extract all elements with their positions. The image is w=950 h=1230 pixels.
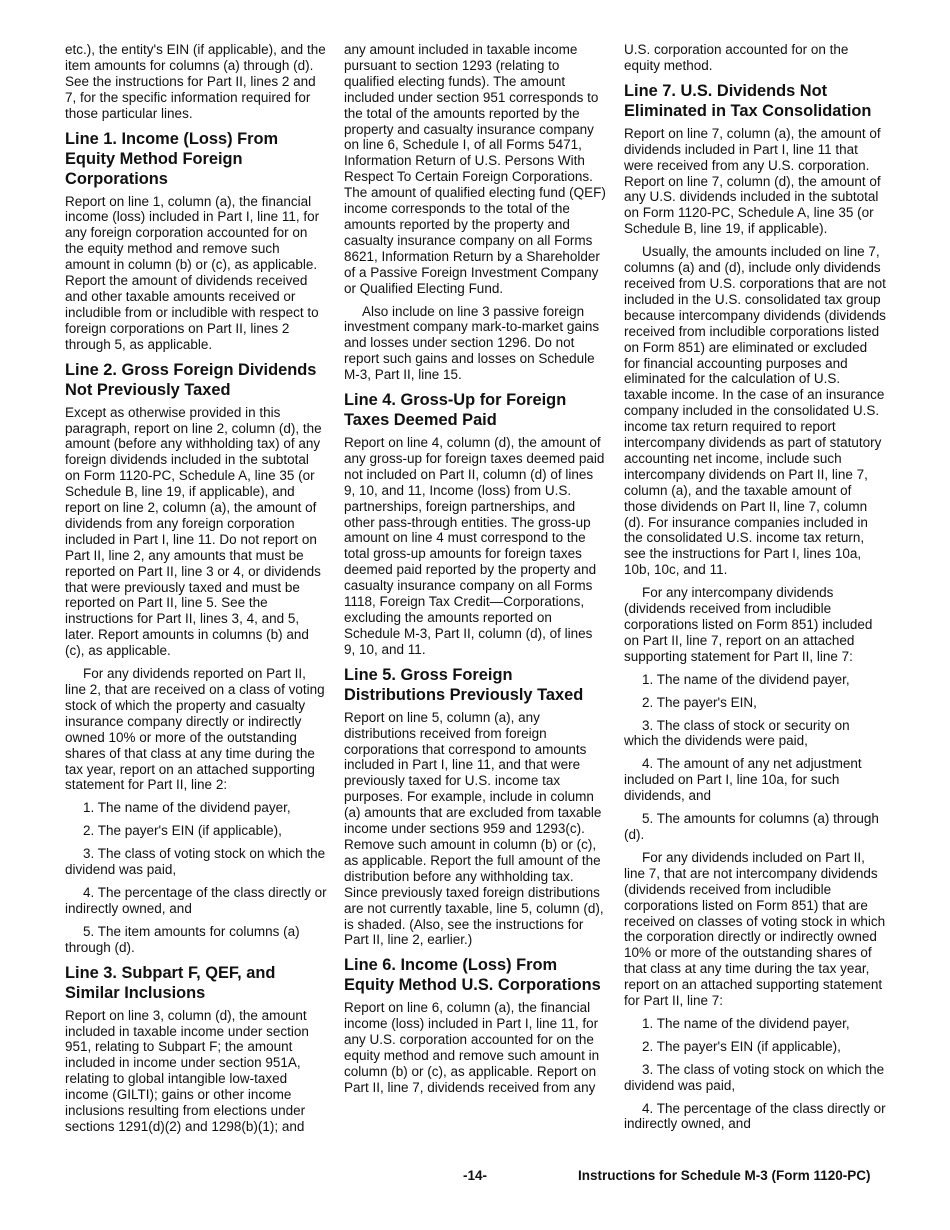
paragraph: Report on line 1, column (a), the financial income (loss) included in Part I, line 11, for any foreign corporation accounted for on the equity method and remove such amount in column (b) or (c), as applicable. Report the amount of dividends received and other taxable amounts received or includible from or includible with respect to foreign corporations on Part II, lines 2 through 5, as applicable. [65,193,320,352]
paragraph: Usually, the amounts included on line 7, columns (a) and (d), include only dividends received from U.S. corporations that are not included in the U.S. consolidated tax group because intercompany dividends (dividends received from includible corporations listed on Form 851) are eliminated or excluded for financial accounting purposes and eliminated for the calculation of U.S. taxable income. In the case of an insurance company included in the consolidated U.S. income tax return required to report intercompany dividends as part of statutory accounting net income, include such intercompany dividends on Part II, line 7, column (a), and the taxable amount of those dividends on Part II, line 7, column (d). For insurance companies included in the consolidated U.S. income tax return, see the instructions for Part I, lines 10a, 10b, 10c, and 11. [624,244,886,578]
heading-line-6: Line 6. Income (Loss) From Equity Method U.S. Corporations [344,956,601,995]
heading-line-4: Line 4. Gross-Up for Foreign Taxes Deemed Paid [344,391,567,430]
list-item: 4. The percentage of the class directly or indirectly owned, and [65,884,327,916]
paragraph: Also include on line 3 passive foreign investment company mark-to-market gains and losses under section 1296. Do not report such gains and losses on Schedule M-3, Part II, line 15. [344,303,600,383]
list-item: 3. The class of stock or security on which the dividends were paid, [624,717,850,749]
list-item: 1. The name of the dividend payer, [642,671,850,687]
list-item: 4. The amount of any net adjustment included on Part I, line 10a, for such dividends, and [624,756,862,804]
column-3 [624,42,886,1139]
list-item: 3. The class of voting stock on which the dividend was paid, [65,846,326,878]
paragraph: Report on line 6, column (a), the financial income (loss) included in Part I, line 11, for any U.S. corporation accounted for on the equity method and remove such amount in column (b) or (c), as applicable. Report on Part II, line 7, dividends received from any [344,1000,600,1095]
paragraph: Report on line 5, column (a), any distributions received from foreign corporations that correspond to amounts included in Part I, line 11, and that were previously taxed for U.S. income tax purposes. For example, include in column (a) amounts that are excluded from taxable income under sections 959 and 1293(c). Remove such amount in column (b) or (c), as applicable. Report the full amount of the distribution before any withholding tax. Since previously taxed foreign distributions are not currently taxable, line 5, column (d), is shaded. (Also, see the instructions for Part II, line 2, earlier.) [344,709,604,948]
list-item: 3. The class of voting stock on which the dividend was paid, [624,1061,885,1093]
paragraph: Report on line 4, column (d), the amount of any gross-up for foreign taxes deemed paid not included on Part II, column (d) of lines 9, 10, and 11, Income (loss) from U.S. partnerships, foreign partnerships, and other pass-through entities. The gross-up amount on line 4 must correspond to the total gross-up amounts for foreign taxes deemed paid reported by the property and casualty insurance company on all Forms 1118, Foreign Tax Credit—Corporations, excluding the amounts reported on Schedule M-3, Part II, column (d), of lines 9, 10, and 11. [344,435,605,657]
paragraph: For any dividends included on Part II, line 7, that are not intercompany dividends (dividends received from includible corporations listed on Form 851) that are received on classes of voting stock in which the corporation directly or indirectly owned 10% or more of the outstanding shares of that class at any time during the tax year, report on an attached supporting statement for Part II, line 7: [624,849,886,1009]
list-item: 1. The name of the dividend payer, [642,1015,850,1031]
column-1 [65,42,327,1142]
heading-line-7: Line 7. U.S. Dividends Not Eliminated in Tax Consolidation [624,81,872,120]
heading-line-3: Line 3. Subpart F, QEF, and Similar Inclusions [65,963,276,1002]
paragraph: Report on line 7, column (a), the amount of dividends included in Part I, line 11 that were received from any U.S. corporation. Report on line 7, column (d), the amount of any U.S. dividends included in the subtotal on Form 1120-PC, Schedule A, line 35 (or Schedule B, line 19, if applicable). [624,125,881,237]
list-item: 2. The payer's EIN (if applicable), [83,823,282,839]
paragraph: Except as otherwise provided in this paragraph, report on line 2, column (d), the amount (before any withholding tax) of any foreign dividends included in the subtotal on Form 1120-PC, Schedule A, line 35 (or Schedule B, line 19, if applicable), and report on line 2, column (a), the amount of dividends from any foreign corporation included in Part I, line 11. Do not report on Part II, line 2, any amounts that must be reported on Part II, line 3 or 4, or dividends that were previously taxed and must be reported on Part II, line 5. See the instructions for Part II, lines 3, 4, and 5, later. Report amounts in columns (b) and (c), as applicable. [65,404,322,659]
list-item: 4. The percentage of the class directly or indirectly owned, and [624,1100,886,1132]
list-item: 2. The payer's EIN, [642,694,757,710]
paragraph: For any intercompany dividends (dividends received from includible corporations listed on Form 851) included on Part II, line 7, report on an attached supporting statement for Part II, line 7: [624,585,873,664]
list-item: 2. The payer's EIN (if applicable), [642,1038,841,1054]
paragraph: any amount included in taxable income pursuant to section 1293 (relating to qualified electing funds). The amount included under section 951 corresponds to the total of the amounts reported by the property and casualty insurance company on line 6, Schedule I, of all Forms 5471, Information Return of U.S. Persons With Respect To Certain Foreign Corporations. The amount of qualified electing fund (QEF) income corresponds to the total of the amounts reported by the property and casualty insurance company on all Forms 8621, Information Return by a Shareholder of a Passive Foreign Investment Company or Qualified Electing Fund. [344,42,606,296]
footer-title: Instructions for Schedule M-3 (Form 1120-PC) [578,1168,871,1183]
heading-line-2: Line 2. Gross Foreign Dividends Not Previously Taxed [65,360,317,399]
heading-line-5: Line 5. Gross Foreign Distributions Previously Taxed [344,665,584,704]
list-item: 1. The name of the dividend payer, [83,800,291,816]
paragraph: For any dividends reported on Part II, line 2, that are received on a class of voting stock of which the property and casualty insurance company directly or indirectly owned 10% or more of the outstanding shares of that class at any time during the tax year, report on an attached supporting statement for Part II, line 2: [65,666,325,793]
heading-line-1: Line 1. Income (Loss) From Equity Method Foreign Corporations [65,129,279,188]
paragraph: etc.), the entity's EIN (if applicable), and the item amounts for columns (a) through (d). See the instructions for Part II, lines 2 and 7, for the specific information required for those particular lines. [65,42,326,121]
list-item: 5. The item amounts for columns (a) through (d). [65,923,300,955]
page-number: -14- [463,1168,488,1183]
column-2 [344,42,606,1103]
paragraph: Report on line 3, column (d), the amount included in taxable income under section 951, relating to Subpart F; the amount included in income under section 951A, relating to global intangible low-taxed income (GILTI); gains or other income inclusions resulting from elections under sections 1291(d)(2) and 1298(b)(1); and [65,1007,309,1134]
list-item: 5. The amounts for columns (a) through (d). [624,811,879,842]
paragraph: U.S. corporation accounted for on the equity method. [624,42,849,73]
